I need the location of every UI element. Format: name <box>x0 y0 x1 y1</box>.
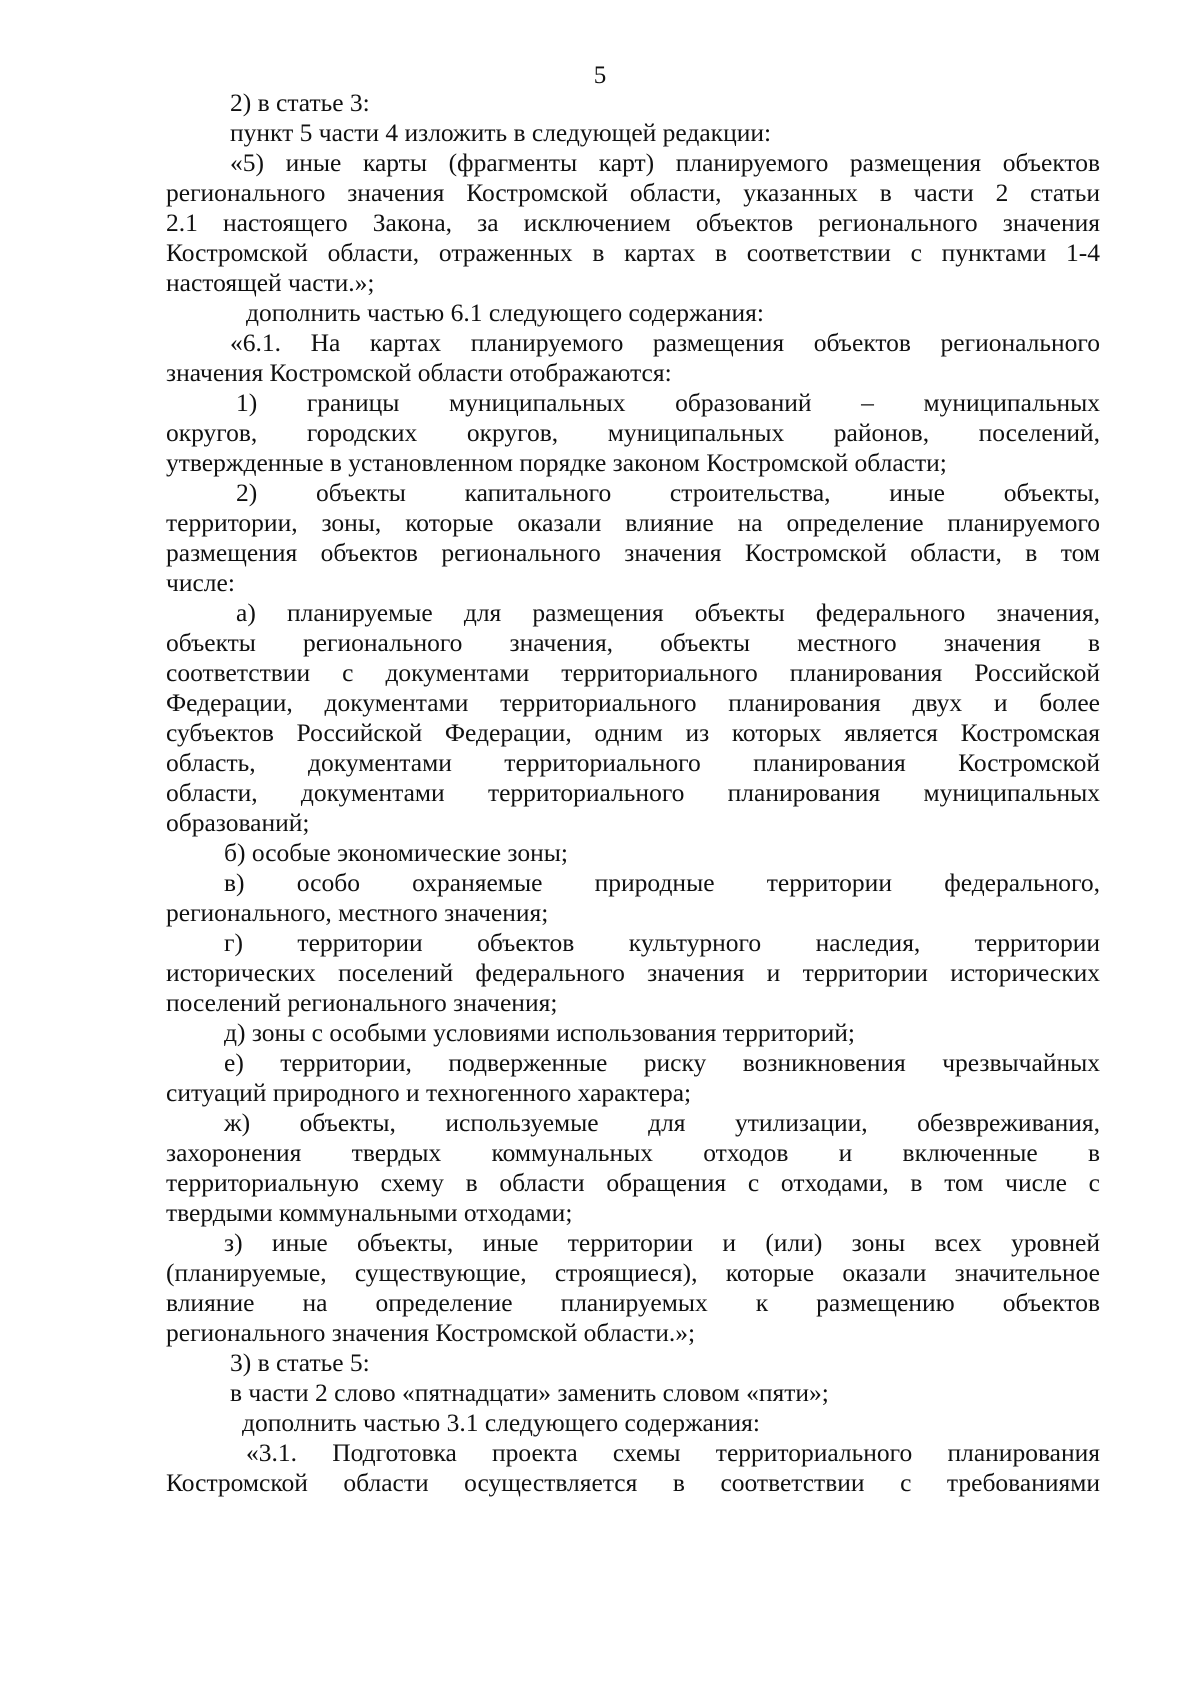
text-line: регионального значения Костромской области.»; <box>166 1318 696 1347</box>
text-line: «6.1. На картах планируемого размещения объектов регионального <box>230 328 1100 357</box>
text-line: в части 2 слово «пятнадцати» заменить словом «пяти»; <box>230 1378 829 1407</box>
text-line: влияние на определение планируемых к размещению объектов <box>166 1288 1100 1317</box>
text-line: е) территории, подверженные риску возникновения чрезвычайных <box>224 1048 1100 1077</box>
text-line: области, документами территориального планирования муниципальных <box>166 778 1100 807</box>
text-line: ж) объекты, используемые для утилизации, обезвреживания, <box>224 1108 1100 1137</box>
text-line: «3.1. Подготовка проекта схемы территориального планирования <box>246 1438 1100 1467</box>
text-line: «5) иные карты (фрагменты карт) планируемого размещения объектов <box>230 148 1100 177</box>
text-line: Костромской области осуществляется в соответствии с требованиями <box>166 1468 1100 1497</box>
text-line: дополнить частью 3.1 следующего содержания: <box>242 1408 760 1437</box>
text-line: 2.1 настоящего Закона, за исключением объектов регионального значения <box>166 208 1100 237</box>
text-line: регионального значения Костромской области, указанных в части 2 статьи <box>166 178 1100 207</box>
text-line: территории, зоны, которые оказали влияние на определение планируемого <box>166 508 1100 537</box>
text-line: утвержденные в установленном порядке законом Костромской области; <box>166 448 947 477</box>
text-line: 1) границы муниципальных образований – муниципальных <box>236 388 1100 417</box>
text-line: пункт 5 части 4 изложить в следующей редакции: <box>230 118 772 147</box>
text-line: ситуаций природного и техногенного характера; <box>166 1078 692 1107</box>
text-line: Костромской области, отраженных в картах в соответствии с пунктами 1-4 <box>166 238 1100 267</box>
text-line: Федерации, документами территориального планирования двух и более <box>166 688 1100 717</box>
text-line: д) зоны с особыми условиями использования территорий; <box>224 1018 855 1047</box>
text-line: а) планируемые для размещения объекты федерального значения, <box>236 598 1100 627</box>
text-line: поселений регионального значения; <box>166 988 558 1017</box>
text-line: настоящей части.»; <box>166 268 375 297</box>
text-line: захоронения твердых коммунальных отходов и включенные в <box>166 1138 1100 1167</box>
text-line: область, документами территориального планирования Костромской <box>166 748 1100 777</box>
text-line: з) иные объекты, иные территории и (или) зоны всех уровней <box>224 1228 1100 1257</box>
page-number: 5 <box>593 62 607 89</box>
text-line: твердыми коммунальными отходами; <box>166 1198 573 1227</box>
text-line: образований; <box>166 808 310 837</box>
text-line: соответствии с документами территориального планирования Российской <box>166 658 1100 687</box>
text-line: 3) в статье 5: <box>230 1348 370 1377</box>
text-line: значения Костромской области отображаются: <box>166 358 672 387</box>
text-line: территориальную схему в области обращения с отходами, в том числе с <box>166 1168 1100 1197</box>
text-line: объекты регионального значения, объекты местного значения в <box>166 628 1100 657</box>
text-line: (планируемые, существующие, строящиеся), которые оказали значительное <box>166 1258 1100 1287</box>
text-line: в) особо охраняемые природные территории федерального, <box>224 868 1100 897</box>
text-line: 2) в статье 3: <box>230 88 370 117</box>
text-line: размещения объектов регионального значения Костромской области, в том <box>166 538 1100 567</box>
text-line: субъектов Российской Федерации, одним из которых является Костромская <box>166 718 1100 747</box>
text-line: г) территории объектов культурного наследия, территории <box>224 928 1100 957</box>
text-line: числе: <box>166 568 235 597</box>
text-line: исторических поселений федерального значения и территории исторических <box>166 958 1100 987</box>
text-line: регионального, местного значения; <box>166 898 549 927</box>
text-line: 2) объекты капитального строительства, иные объекты, <box>236 478 1100 507</box>
text-line: округов, городских округов, муниципальных районов, поселений, <box>166 418 1100 447</box>
text-line: дополнить частью 6.1 следующего содержания: <box>246 298 764 327</box>
text-line: б) особые экономические зоны; <box>224 838 568 867</box>
